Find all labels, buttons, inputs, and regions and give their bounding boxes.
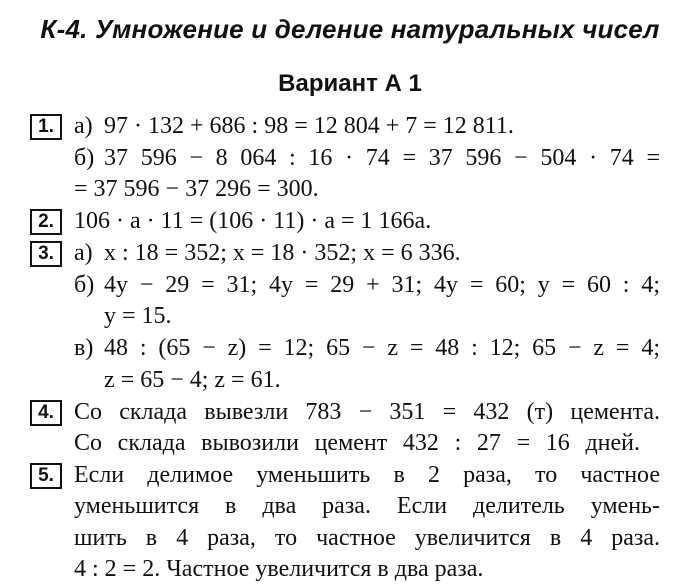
variant-heading: Вариант А 1: [278, 70, 422, 97]
line-text: = 37 596 − 37 296 = 300.: [74, 176, 319, 202]
line-text: 4 : 2 = 2. Частное увеличится в два раза.: [74, 556, 484, 582]
line-text: z = 65 − 4; z = 61.: [104, 367, 281, 393]
problem-number-5: 5.: [30, 463, 62, 489]
line-text: шить в 4 раза, то частное увеличится в 4 раза.: [74, 525, 660, 551]
line-text: уменьшится в два раза. Если делитель умень-: [74, 493, 660, 519]
line-text: 48 : (65 − z) = 12; 65 − z = 48 : 12; 65 − z = 4;: [104, 335, 660, 361]
line-text: 4y − 29 = 31; 4y = 29 + 31; 4y = 60; y = 60 : 4;: [104, 272, 660, 298]
problem-number-2: 2.: [30, 209, 62, 235]
line-text: 106 · a · 11 = (106 · 11) · a = 1 166a.: [74, 208, 432, 234]
problem-number-3: 3.: [30, 241, 62, 267]
page-title: К-4. Умножение и деление натуральных чисел: [40, 14, 660, 44]
line-text: 37 596 − 8 064 : 16 · 74 = 37 596 − 504 · 74 =: [104, 145, 660, 171]
item-mark: б): [74, 272, 95, 298]
item-mark: а): [74, 240, 93, 266]
line-text: Со склада вывозили цемент 432 : 27 = 16 дней.: [74, 430, 640, 456]
line-text: Если делимое уменьшить в 2 раза, то частное: [74, 462, 660, 488]
problem-number-1: 1.: [30, 114, 62, 140]
line-text: Со склада вывезли 783 − 351 = 432 (т) цемента.: [74, 399, 660, 425]
problem-number-4: 4.: [30, 400, 62, 426]
item-mark: б): [74, 145, 95, 171]
line-text: y = 15.: [104, 303, 172, 329]
line-text: 97 · 132 + 686 : 98 = 12 804 + 7 = 12 811.: [104, 113, 514, 139]
line-text: x : 18 = 352; x = 18 · 352; x = 6 336.: [104, 240, 461, 266]
item-mark: а): [74, 113, 93, 139]
item-mark: в): [74, 335, 94, 361]
